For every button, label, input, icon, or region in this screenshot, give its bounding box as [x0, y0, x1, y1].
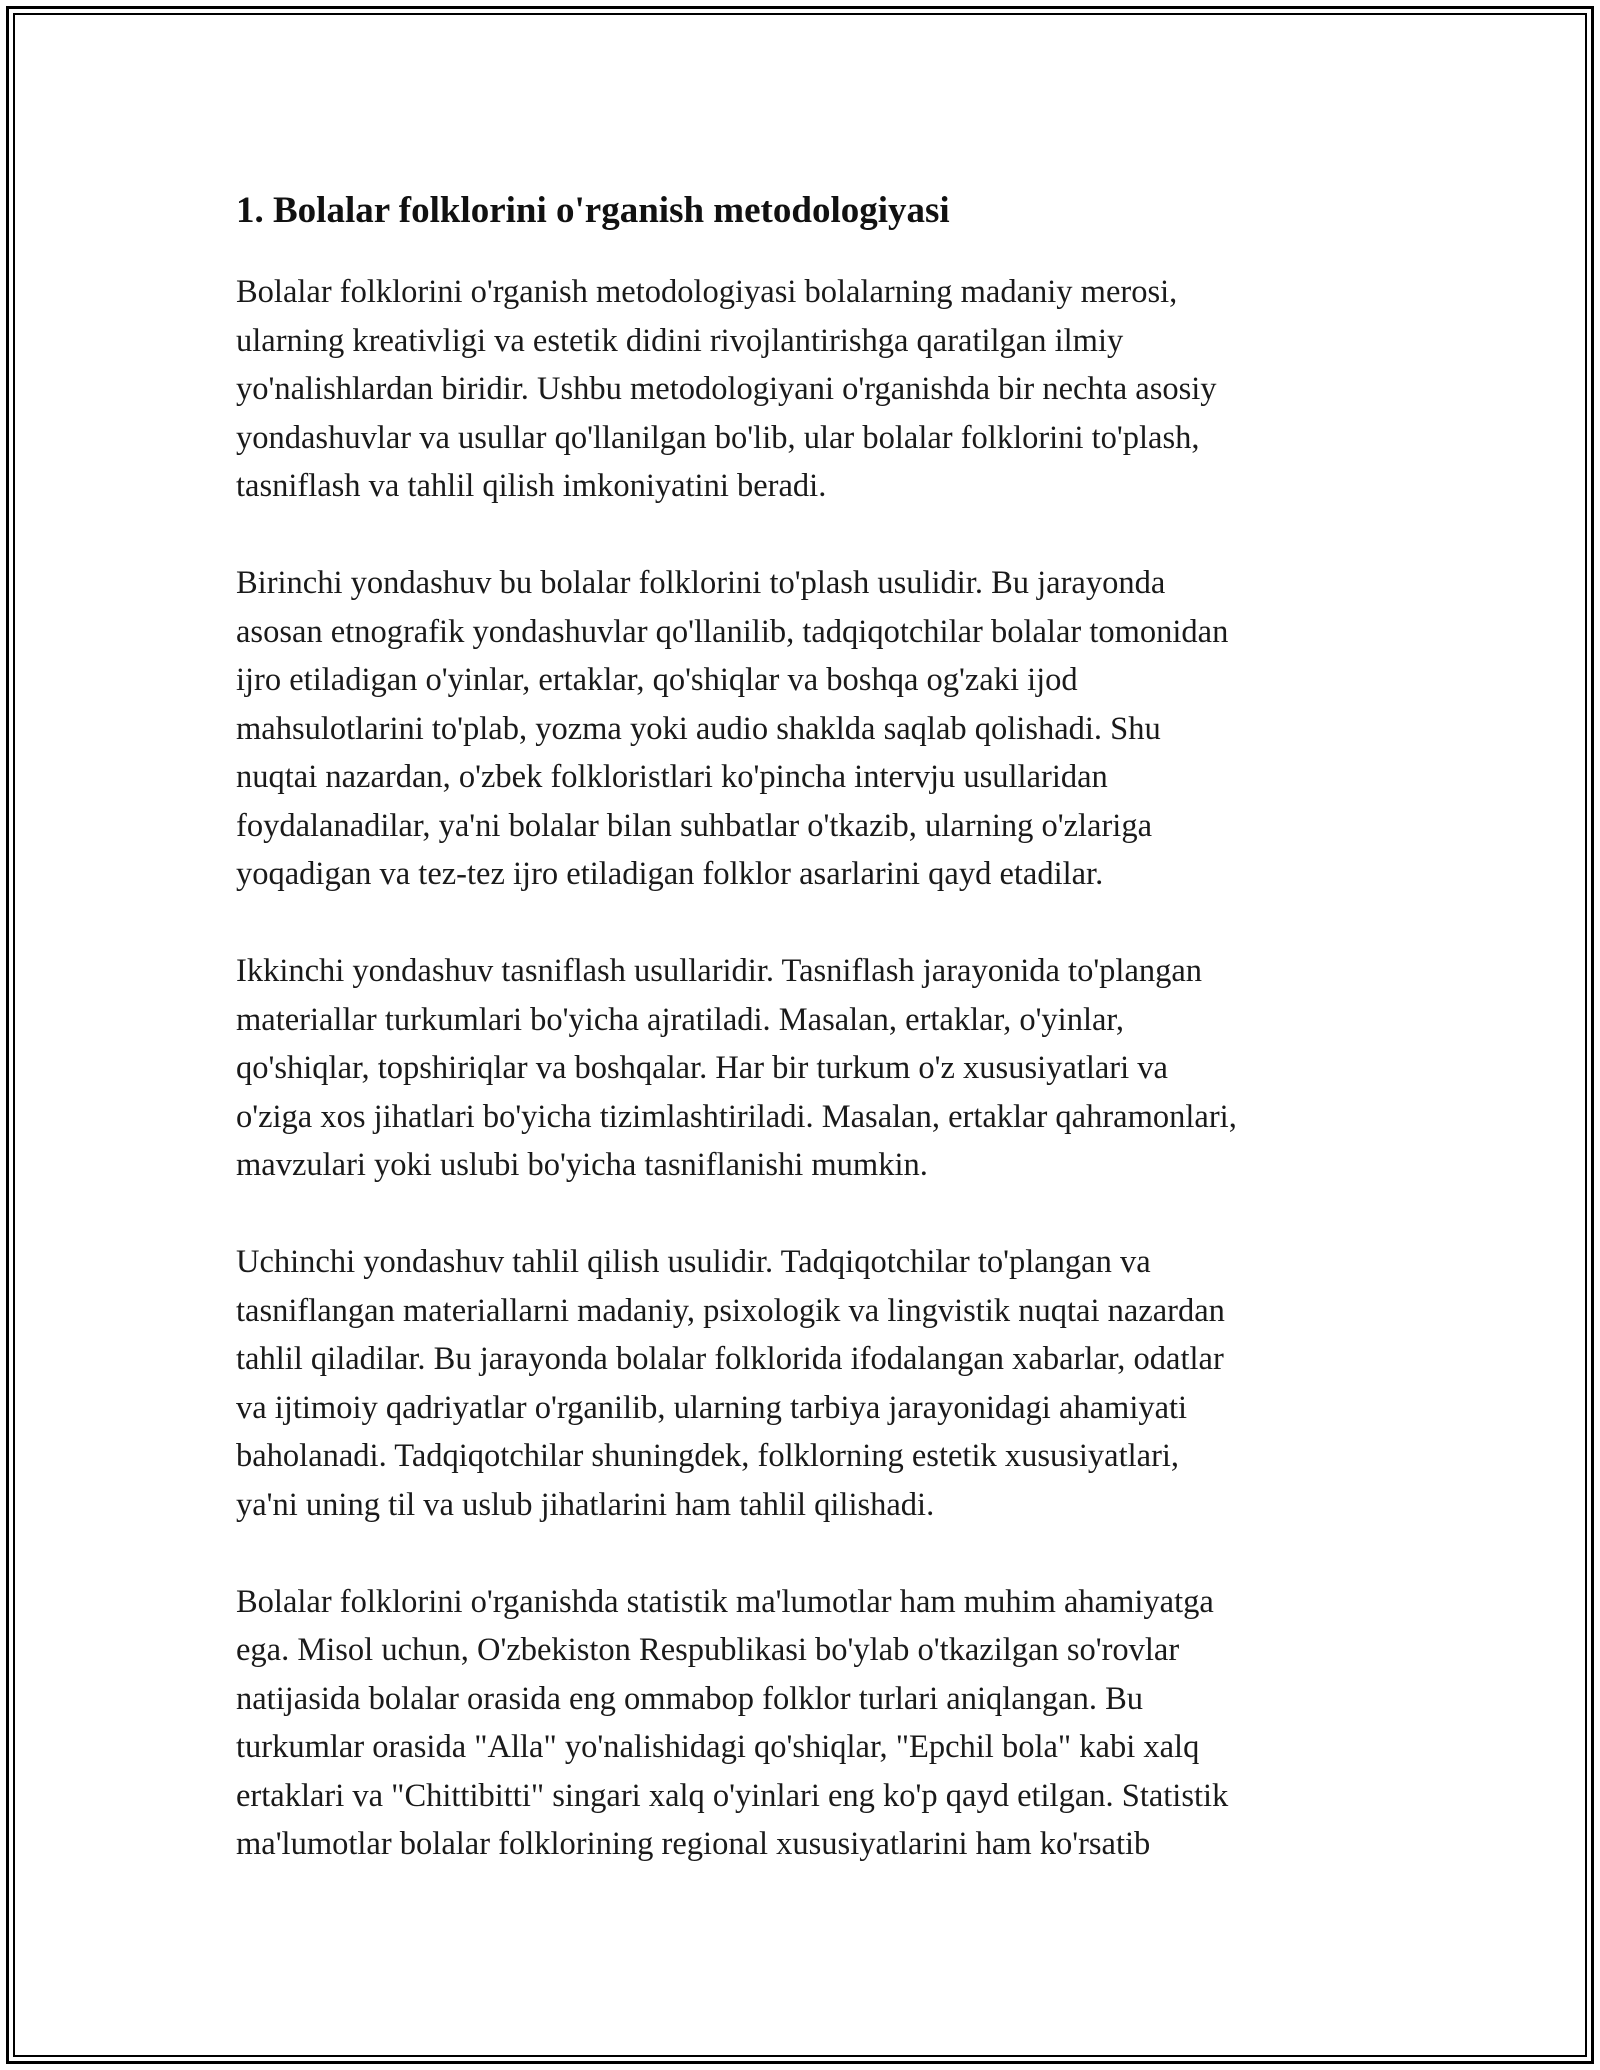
paragraph-intro — [236, 268, 1386, 511]
text-line: asosan etnografik yondashuvlar qo'llanilib, tadqiqotchilar bolalar tomonidan — [236, 613, 1229, 650]
text-line: mahsulotlarini to'plab, yozma yoki audio shaklda saqlab qolishadi. Shu — [236, 710, 1161, 747]
text-line: tasniflangan materiallarni madaniy, psixologik va lingvistik nuqtai nazardan — [236, 1292, 1225, 1329]
text-line: materiallar turkumlari bo'yicha ajratiladi. Masalan, ertaklar, o'yinlar, — [236, 1001, 1125, 1038]
text-line: Bolalar folklorini o'rganishda statistik ma'lumotlar ham muhim ahamiyatga — [236, 1583, 1214, 1620]
section-heading: 1. Bolalar folklorini o'rganish metodologiyasi — [236, 190, 950, 231]
text-line: ma'lumotlar bolalar folklorining regional xususiyatlarini ham ko'rsatib — [236, 1826, 1151, 1862]
text-line: Ikkinchi yondashuv tasniflash usullaridir. Tasniflash jarayonida to'plangan — [236, 953, 1203, 989]
text-line: tahlil qiladilar. Bu jarayonda bolalar folklorida ifodalangan xabarlar, odatlar — [236, 1341, 1224, 1377]
text-line: qo'shiqlar, topshiriqlar va boshqalar. Har bir turkum o'z xususiyatlari va — [236, 1050, 1168, 1086]
document-page — [236, 186, 1386, 1917]
text-line: baholanadi. Tadqiqotchilar shuningdek, folklorning estetik xususiyatlari, — [236, 1438, 1180, 1474]
text-line: Uchinchi yondashuv tahlil qilish usulidir. Tadqiqotchilar to'plangan va — [236, 1244, 1151, 1280]
text-line: tasniflash va tahlil qilish imkoniyatini beradi. — [236, 468, 827, 504]
text-line: ijro etiladigan o'yinlar, ertaklar, qo'shiqlar va boshqa og'zaki ijod — [236, 662, 1078, 698]
text-line: yoqadigan va tez-tez ijro etiladigan folklor asarlarini qayd etadilar. — [236, 856, 1104, 892]
text-line: Birinchi yondashuv bu bolalar folklorini to'plash usulidir. Bu jarayonda — [236, 565, 1166, 601]
text-line: va ijtimoiy qadriyatlar o'rganilib, ularning tarbiya jarayonidagi ahamiyati — [236, 1389, 1188, 1426]
text-line: foydalanadilar, ya'ni bolalar bilan suhbatlar o'tkazib, ularning o'zlariga — [236, 807, 1152, 844]
text-line: ularning kreativligi va estetik didini rivojlantirishga qaratilgan ilmiy — [236, 322, 1124, 359]
paragraph-third-approach — [236, 1238, 1386, 1529]
paragraph-statistics — [236, 1578, 1386, 1869]
text-line: o'ziga xos jihatlari bo'yicha tizimlashtiriladi. Masalan, ertaklar qahramonlari, — [236, 1098, 1237, 1135]
paragraph-second-approach — [236, 947, 1386, 1190]
text-line: yo'nalishlardan biridir. Ushbu metodologiyani o'rganishda bir nechta asosiy — [236, 371, 1217, 407]
text-line: ya'ni uning til va uslub jihatlarini ham tahlil qilishadi. — [236, 1486, 935, 1523]
text-line: ega. Misol uchun, O'zbekiston Respublikasi bo'ylab o'tkazilgan so'rovlar — [236, 1632, 1180, 1668]
text-line: ertaklari va "Chittibitti" singari xalq o'yinlari eng ko'p qayd etilgan. Statistik — [236, 1777, 1229, 1814]
text-line: natijasida bolalar orasida eng ommabop folklor turlari aniqlangan. Bu — [236, 1680, 1144, 1717]
text-line: nuqtai nazardan, o'zbek folkloristlari ko'pincha intervju usullaridan — [236, 759, 1108, 795]
text-line: Bolalar folklorini o'rganish metodologiyasi bolalarning madaniy merosi, — [236, 274, 1178, 310]
text-line: mavzulari yoki uslubi bo'yicha tasniflanishi mumkin. — [236, 1147, 928, 1183]
text-line: turkumlar orasida "Alla" yo'nalishidagi qo'shiqlar, "Epchil bola" kabi xalq — [236, 1729, 1200, 1765]
paragraph-first-approach — [236, 559, 1386, 899]
text-line: yondashuvlar va usullar qo'llanilgan bo'lib, ular bolalar folklorini to'plash, — [236, 419, 1200, 456]
